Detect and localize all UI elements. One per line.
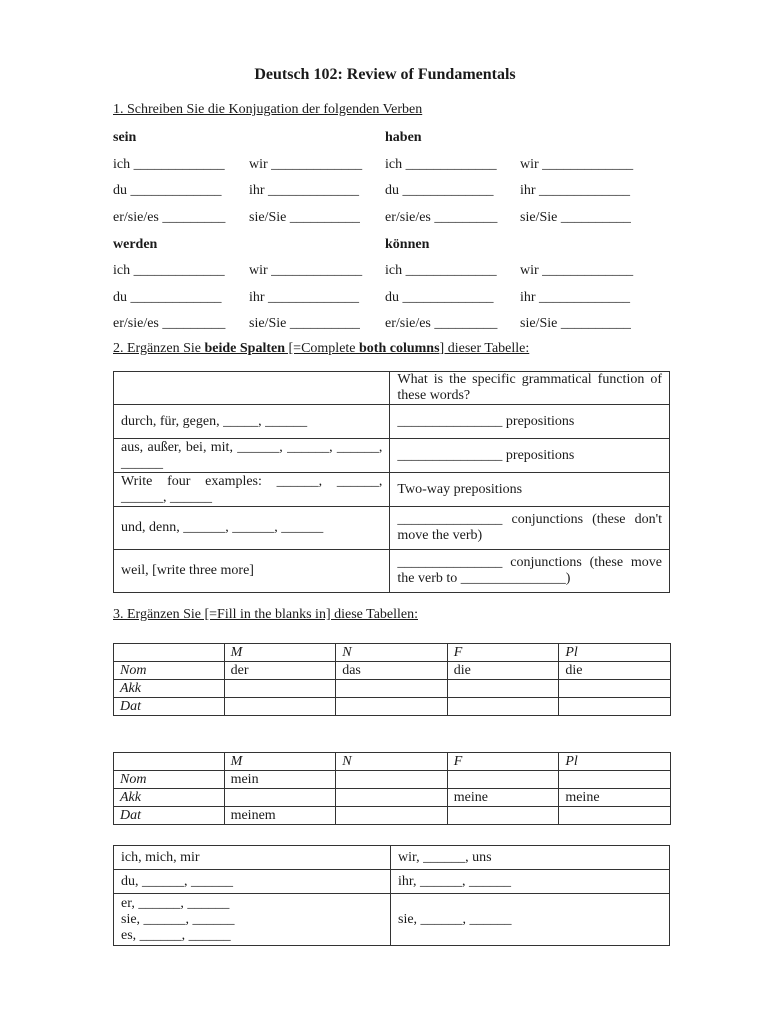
conj-field[interactable]: wir _____________ xyxy=(520,157,634,172)
verb-name-sein: sein xyxy=(113,130,137,145)
table-row xyxy=(114,807,671,825)
verb-name-werden: werden xyxy=(113,237,158,252)
table-cell[interactable]: sie, ______, ______ xyxy=(391,894,670,946)
table-cell[interactable]: meine xyxy=(559,789,671,807)
table-cell[interactable]: durch, für, gegen, _____, ______ xyxy=(114,405,390,439)
table-header-cell: M xyxy=(224,644,336,662)
conj-field[interactable]: ich _____________ xyxy=(113,157,225,172)
conj-field[interactable]: ich _____________ xyxy=(385,157,497,172)
table-cell[interactable] xyxy=(559,807,671,825)
case-label: Nom xyxy=(114,662,225,680)
conj-field[interactable]: sie/Sie __________ xyxy=(520,210,631,225)
table-header-cell: F xyxy=(447,753,559,771)
table-cell[interactable] xyxy=(447,680,559,698)
verb-name-koennen: können xyxy=(385,237,430,252)
conj-field[interactable]: sie/Sie __________ xyxy=(249,210,360,225)
conj-field[interactable]: ihr _____________ xyxy=(249,183,360,198)
table-row xyxy=(114,870,670,894)
pronoun-line: es, ______, ______ xyxy=(121,927,231,943)
table-cell[interactable] xyxy=(559,680,671,698)
conj-field[interactable]: er/sie/es _________ xyxy=(385,210,498,225)
section2-heading: 2. Ergänzen Sie beide Spalten [=Complete both columns] dieser Tabelle: xyxy=(113,341,530,356)
table-cell[interactable]: _______________ prepositions xyxy=(390,405,670,439)
conj-field[interactable]: er/sie/es _________ xyxy=(113,210,226,225)
pronoun-line: sie, ______, ______ xyxy=(121,911,235,927)
table-row xyxy=(114,894,670,946)
table-cell[interactable] xyxy=(224,698,336,716)
table-cell[interactable]: und, denn, ______, ______, ______ xyxy=(114,507,390,550)
table-cell[interactable]: Write four examples: ______, ______, ______, ______ xyxy=(114,473,390,507)
table-cell xyxy=(114,644,225,662)
section1-heading: 1. Schreiben Sie die Konjugation der folgenden Verben xyxy=(113,102,423,117)
conj-field[interactable]: ich _____________ xyxy=(385,263,497,278)
case-label: Dat xyxy=(114,807,225,825)
conj-field[interactable]: wir _____________ xyxy=(520,263,634,278)
conj-field[interactable]: ich _____________ xyxy=(113,263,225,278)
conj-field[interactable]: ihr _____________ xyxy=(520,290,631,305)
table-cell[interactable]: du, ______, ______ xyxy=(114,870,391,894)
table-header-cell: Pl xyxy=(559,644,671,662)
table-cell[interactable]: _______________ prepositions xyxy=(390,439,670,473)
table-cell[interactable] xyxy=(559,698,671,716)
table-cell[interactable] xyxy=(336,698,448,716)
table-header-cell: F xyxy=(447,644,559,662)
table-row xyxy=(114,507,670,550)
conj-field[interactable]: er/sie/es _________ xyxy=(113,316,226,331)
table-cell[interactable]: mein xyxy=(224,771,336,789)
conj-field[interactable]: du _____________ xyxy=(113,183,222,198)
table-cell[interactable]: der xyxy=(224,662,336,680)
table-cell: Two-way prepositions xyxy=(390,473,670,507)
article-table-possessive xyxy=(113,752,671,825)
table-header-row xyxy=(114,753,671,771)
table-cell[interactable]: aus, außer, bei, mit, ______, ______, ______, ______ xyxy=(114,439,390,473)
table-cell xyxy=(114,753,225,771)
conj-field[interactable]: er/sie/es _________ xyxy=(385,316,498,331)
table-cell[interactable]: wir, ______, uns xyxy=(391,846,670,870)
table-cell[interactable] xyxy=(447,698,559,716)
conj-field[interactable]: ihr _____________ xyxy=(249,290,360,305)
table-cell[interactable]: ihr, ______, ______ xyxy=(391,870,670,894)
table-row xyxy=(114,405,670,439)
table-cell[interactable] xyxy=(114,894,391,946)
table-cell[interactable]: ich, mich, mir xyxy=(114,846,391,870)
table-header-cell: Pl xyxy=(559,753,671,771)
table-row xyxy=(114,550,670,593)
table-cell[interactable]: weil, [write three more] xyxy=(114,550,390,593)
table-header-cell: N xyxy=(336,753,447,771)
table-cell[interactable] xyxy=(447,807,559,825)
table-row xyxy=(114,846,670,870)
table-header-cell: M xyxy=(224,753,336,771)
table-cell xyxy=(114,372,390,405)
table-row xyxy=(114,771,671,789)
table-header-row xyxy=(114,644,671,662)
conj-field[interactable]: du _____________ xyxy=(385,290,494,305)
table-cell[interactable] xyxy=(336,807,447,825)
table-cell[interactable]: _______________ conjunctions (these move the verb to _______________) xyxy=(390,550,670,593)
table-row xyxy=(114,439,670,473)
pronoun-line: er, ______, ______ xyxy=(121,895,230,911)
pronoun-table xyxy=(113,845,670,946)
conj-field[interactable]: wir _____________ xyxy=(249,157,363,172)
table-row xyxy=(114,473,670,507)
table-cell[interactable] xyxy=(224,789,336,807)
conj-field[interactable]: sie/Sie __________ xyxy=(520,316,631,331)
table-cell[interactable]: _______________ conjunctions (these don't move the verb) xyxy=(390,507,670,550)
table-cell[interactable] xyxy=(336,789,447,807)
table-header-cell: N xyxy=(336,644,448,662)
table-row xyxy=(114,698,671,716)
function-table xyxy=(113,371,670,593)
table-row xyxy=(114,662,671,680)
table-cell[interactable]: das xyxy=(336,662,448,680)
table-row xyxy=(114,372,670,405)
table-cell[interactable] xyxy=(559,771,671,789)
case-label: Akk xyxy=(114,789,225,807)
table-cell[interactable] xyxy=(447,771,559,789)
table-cell[interactable] xyxy=(224,680,336,698)
case-label: Dat xyxy=(114,698,225,716)
page-title: Deutsch 102: Review of Fundamentals xyxy=(254,66,516,83)
table-cell[interactable]: die xyxy=(559,662,671,680)
table-cell[interactable] xyxy=(336,771,447,789)
conj-field[interactable]: sie/Sie __________ xyxy=(249,316,360,331)
case-label: Nom xyxy=(114,771,225,789)
section3-heading: 3. Ergänzen Sie [=Fill in the blanks in] diese Tabellen: xyxy=(113,607,418,622)
verb-name-haben: haben xyxy=(385,130,422,145)
case-label: Akk xyxy=(114,680,225,698)
table-cell[interactable] xyxy=(336,680,448,698)
table-header-cell: What is the specific grammatical function of these words? xyxy=(390,372,670,405)
table-row xyxy=(114,789,671,807)
table-row xyxy=(114,680,671,698)
conj-field[interactable]: du _____________ xyxy=(113,290,222,305)
conj-field[interactable]: du _____________ xyxy=(385,183,494,198)
table-cell[interactable]: meine xyxy=(447,789,559,807)
conj-field[interactable]: wir _____________ xyxy=(249,263,363,278)
conj-field[interactable]: ihr _____________ xyxy=(520,183,631,198)
article-table-definite xyxy=(113,643,671,716)
table-cell[interactable]: die xyxy=(447,662,559,680)
table-cell[interactable]: meinem xyxy=(224,807,336,825)
